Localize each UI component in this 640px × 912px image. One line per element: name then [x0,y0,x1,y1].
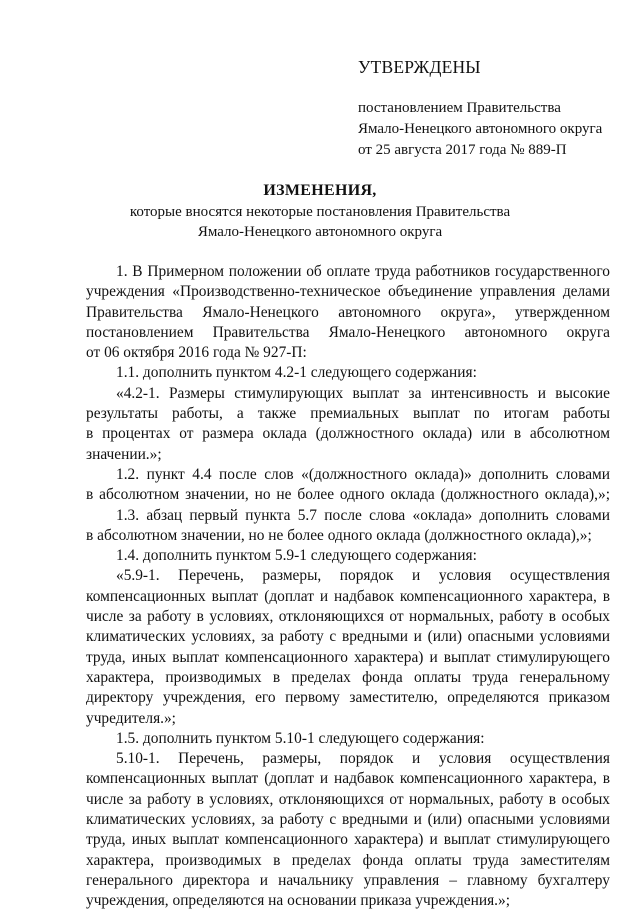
body-line: в абсолютном значении, но не более одного оклада (должностного оклада),»; [86,486,610,504]
body-line: учреждения «Производственно-техническое объединение управления делами [86,283,610,301]
body-line: «5.9-1. Перечень, размеры, порядок и условия осуществления [116,567,610,585]
approved-label: УТВЕРЖДЕНЫ [358,57,481,77]
body-line: компенсационных выплат (доплат и надбавок компенсационного характера, в [86,587,610,605]
document-subtitle-line: Ямало-Ненецкого автономного округа [197,224,443,240]
body-line: климатических условиях, за работу с вредными и (или) опасными условиями [86,628,610,646]
decree-line: постановлением Правительства [358,100,561,116]
decree-line: от 25 августа 2017 года № 889-П [358,142,567,158]
body-line: в абсолютном значении, но не более одного оклада (должностного оклада),»; [86,526,592,544]
body-line: климатических условиях, за работу с вредными и (или) опасными условиями [86,811,610,829]
document-body [86,262,610,912]
body-line: генерального директора и начальнику управления – главному бухгалтеру [86,871,610,889]
body-line: в процентах от размера оклада (должностного оклада) или в абсолютном [86,425,610,443]
body-line: значении.»; [86,445,162,463]
body-line: числе за работу в условиях, отклоняющихся от нормальных, работу в особых [86,608,610,626]
body-line: числе за работу в условиях, отклоняющихся от нормальных, работу в особых [86,790,610,808]
body-line: директору учреждения, его первому заместителю, определяются приказом [86,689,610,707]
document-heading [0,180,640,242]
decree-reference [358,98,602,161]
body-line: 5.10-1. Перечень, размеры, порядок и условия осуществления [116,750,610,768]
document-subtitle-line: которые вносятся некоторые постановления Правительства [129,204,511,220]
body-line: 1. В Примерном положении об оплате труда работников государственного [116,263,610,280]
body-line: 1.1. дополнить пунктом 4.2-1 следующего содержания: [116,364,477,382]
body-line: 1.3. абзац первый пункта 5.7 после слова «оклада» дополнить словами [116,506,610,524]
body-line: Правительства Ямало-Ненецкого автономного округа», утвержденном [86,303,610,321]
body-line: труда, иных выплат компенсационного характера) и выплат стимулирующего [86,648,610,666]
decree-line: Ямало-Ненецкого автономного округа [358,121,603,137]
document-title: ИЗМЕНЕНИЯ, [263,182,377,199]
body-line: характера, производимых в пределах фонда оплаты труда заместителям [86,851,610,869]
body-line: «4.2-1. Размеры стимулирующих выплат за интенсивность и высокие [116,384,610,402]
body-line: 1.4. дополнить пунктом 5.9-1 следующего содержания: [116,547,477,565]
body-line: результаты работы, а также премиальных выплат по итогам работы [86,405,610,423]
body-line: 1.2. пункт 4.4 после слов «(должностного оклада)» дополнить словами [116,465,610,483]
body-line: компенсационных выплат (доплат и надбавок компенсационного характера, в [86,770,610,788]
body-line: 1.5. дополнить пунктом 5.10-1 следующего содержания: [116,729,485,747]
body-line: от 06 октября 2016 года № 927-П: [86,344,307,362]
body-line: учредителя.»; [86,709,176,727]
body-line: учреждения, определяются на основании приказа учреждения.»; [86,892,510,910]
body-line: труда, иных выплат компенсационного характера) и выплат стимулирующего [86,831,610,849]
body-line: постановлением Правительства Ямало-Ненецкого автономного округа [86,323,610,341]
body-line: характера, производимых в пределах фонда оплаты труда генеральному [86,668,610,686]
